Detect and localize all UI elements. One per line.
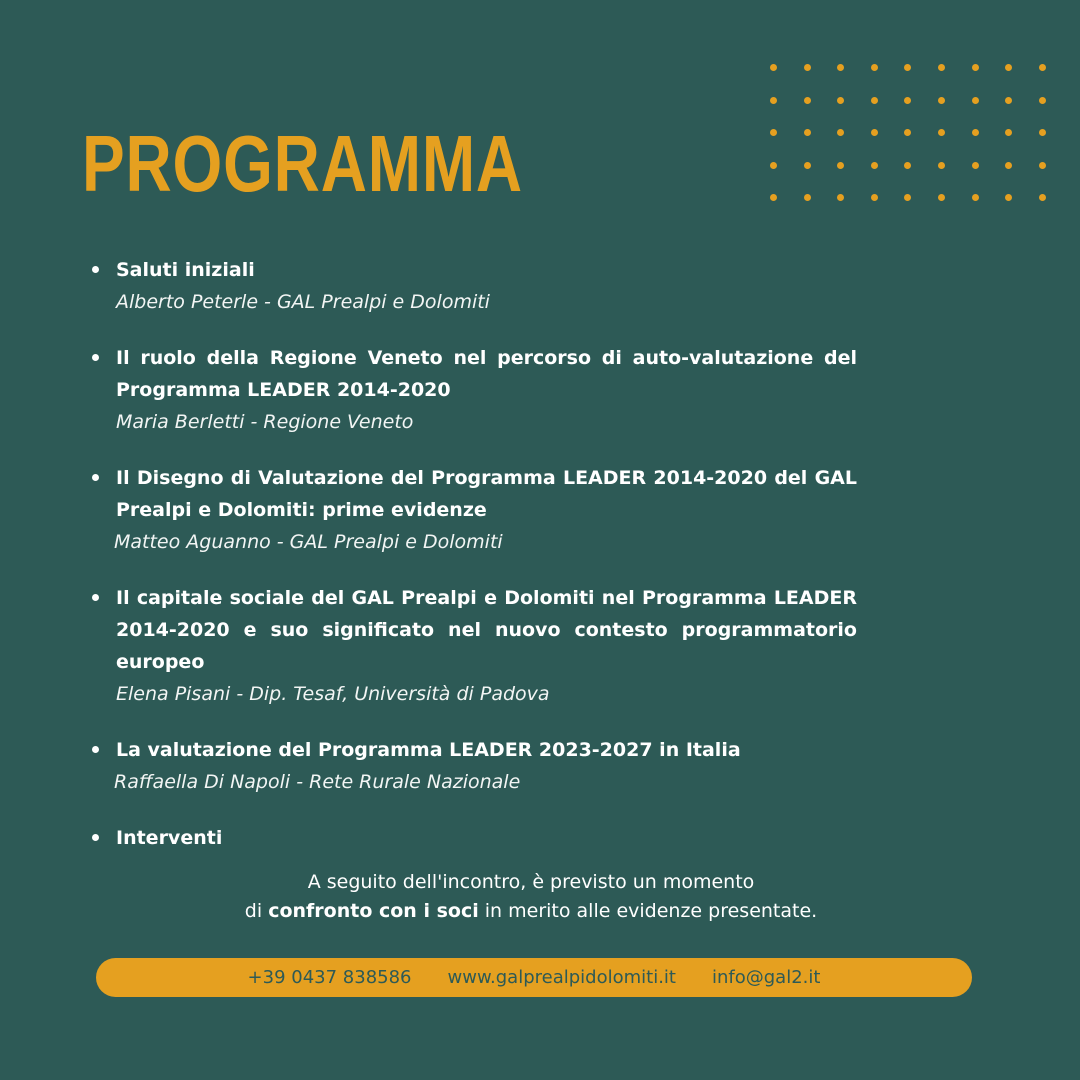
- decorative-dot: [837, 162, 844, 169]
- decorative-dot: [938, 64, 945, 71]
- agenda-item-speaker: Raffaella Di Napoli - Rete Rurale Nazionale: [114, 771, 521, 793]
- decorative-dot: [972, 162, 979, 169]
- decorative-dot: [938, 129, 945, 136]
- closing-note-emphasis: confronto con i soci: [268, 900, 479, 922]
- contact-phone[interactable]: +39 0437 838586: [247, 967, 412, 988]
- decorative-dot: [904, 162, 911, 169]
- closing-note: [0, 868, 1062, 926]
- decorative-dot: [938, 97, 945, 104]
- agenda-item-title: Saluti iniziali: [116, 259, 255, 281]
- agenda-list: [116, 254, 857, 878]
- agenda-item-speaker: Maria Berletti - Regione Veneto: [116, 411, 414, 433]
- decorative-dot: [904, 194, 911, 201]
- decorative-dot: [770, 194, 777, 201]
- decorative-dot: [770, 162, 777, 169]
- decorative-dot: [1005, 64, 1012, 71]
- agenda-item: [116, 342, 857, 438]
- decorative-dot: [837, 64, 844, 71]
- decorative-dot: [871, 64, 878, 71]
- decorative-dot: [1039, 129, 1046, 136]
- decorative-dot: [804, 129, 811, 136]
- agenda-item: [116, 582, 857, 710]
- decorative-dot: [837, 194, 844, 201]
- closing-note-line1: A seguito dell'incontro, è previsto un momento: [307, 871, 755, 893]
- decorative-dot: [871, 194, 878, 201]
- decorative-dot: [837, 129, 844, 136]
- decorative-dot: [1039, 64, 1046, 71]
- decorative-dot: [1039, 97, 1046, 104]
- decorative-dot: [938, 162, 945, 169]
- contact-bar: [96, 958, 972, 997]
- decorative-dot: [804, 64, 811, 71]
- agenda-item-speaker: Elena Pisani - Dip. Tesaf, Università di Padova: [116, 683, 550, 705]
- decorative-dot: [1005, 194, 1012, 201]
- agenda-item-title: Il capitale sociale del GAL Prealpi e Dolomiti nel Programma LEADER 2014-2020 e suo significato nel nuovo contesto programmatorio europeo: [116, 587, 857, 673]
- decorative-dot: [972, 97, 979, 104]
- decorative-dot: [1005, 129, 1012, 136]
- decorative-dot: [1005, 162, 1012, 169]
- decorative-dot: [1039, 162, 1046, 169]
- decorative-dot: [972, 64, 979, 71]
- decorative-dot: [1005, 97, 1012, 104]
- decorative-dot: [804, 162, 811, 169]
- decorative-dot: [871, 129, 878, 136]
- decorative-dot: [837, 97, 844, 104]
- decorative-dot: [804, 194, 811, 201]
- contact-email-link[interactable]: info@gal2.it: [711, 967, 821, 988]
- agenda-item-speaker: Alberto Peterle - GAL Prealpi e Dolomiti: [116, 291, 490, 313]
- decorative-dot: [904, 64, 911, 71]
- agenda-item: [116, 254, 857, 318]
- decorative-dot: [770, 64, 777, 71]
- decorative-dot-grid: [770, 64, 1072, 227]
- decorative-dot: [972, 129, 979, 136]
- decorative-dot: [904, 129, 911, 136]
- agenda-item-title: Il Disegno di Valutazione del Programma LEADER 2014-2020 del GAL Prealpi e Dolomiti: prime evidenze: [116, 467, 857, 521]
- agenda-item-title: Il ruolo della Regione Veneto nel percorso di auto-valutazione del Programma LEADER 2014-2020: [116, 347, 857, 401]
- decorative-dot: [770, 129, 777, 136]
- agenda-item: [116, 734, 857, 798]
- closing-note-line2: di confronto con i soci in merito alle evidenze presentate.: [244, 900, 818, 922]
- agenda-item: [116, 822, 857, 854]
- agenda-item-speaker: Matteo Aguanno - GAL Prealpi e Dolomiti: [114, 531, 503, 553]
- decorative-dot: [770, 97, 777, 104]
- decorative-dot: [904, 97, 911, 104]
- contact-website-link[interactable]: www.galprealpidolomiti.it: [447, 967, 676, 988]
- decorative-dot: [804, 97, 811, 104]
- agenda-item: [116, 462, 857, 558]
- decorative-dot: [871, 162, 878, 169]
- decorative-dot: [871, 97, 878, 104]
- page-title: PROGRAMMA: [82, 119, 523, 208]
- agenda-item-title: Interventi: [116, 827, 223, 849]
- agenda-item-title: La valutazione del Programma LEADER 2023-2027 in Italia: [116, 739, 741, 761]
- decorative-dot: [938, 194, 945, 201]
- decorative-dot: [1039, 194, 1046, 201]
- decorative-dot: [972, 194, 979, 201]
